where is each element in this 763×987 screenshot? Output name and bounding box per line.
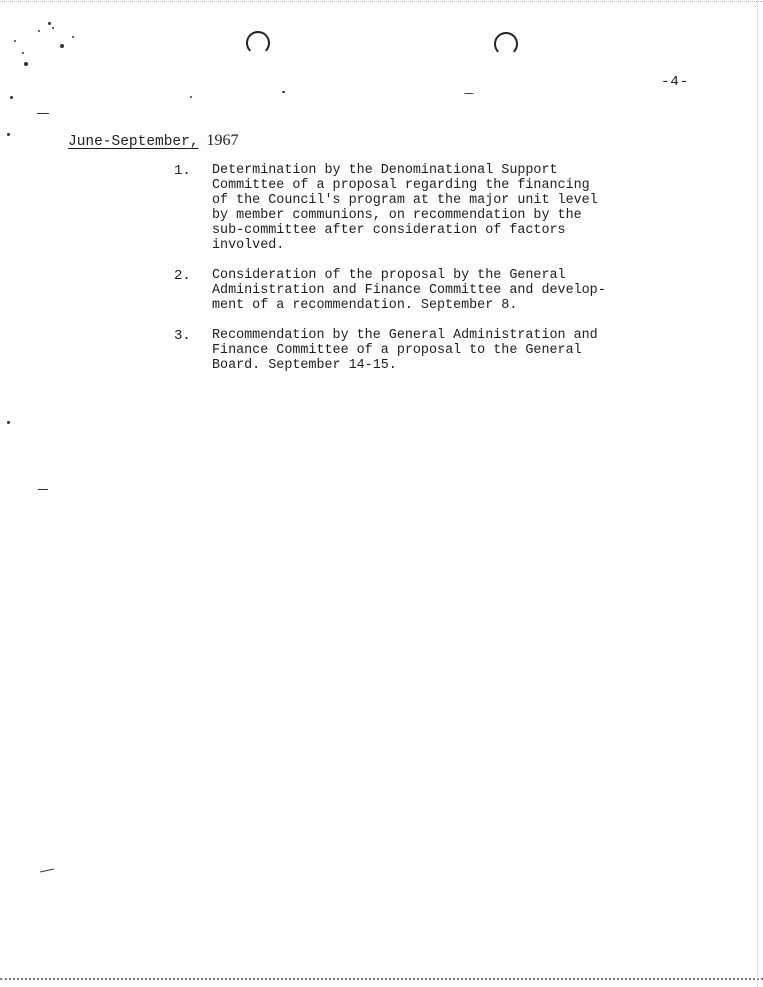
section-heading (68, 132, 239, 150)
list-item (174, 163, 674, 253)
margin-mark (37, 113, 49, 114)
list-item-text: Recommendation by the General Administration and Finance Committee of a proposal to the General Board. September 14-15. (212, 328, 598, 373)
right-edge-dots (757, 0, 758, 987)
bottom-edge-line (0, 978, 763, 980)
margin-mark (40, 869, 54, 873)
punch-hole-right (494, 32, 518, 56)
list-item (174, 268, 674, 313)
punch-hole-left (246, 31, 270, 55)
list-item (174, 328, 674, 373)
list-item-number: 3. (174, 328, 191, 344)
margin-mark (38, 489, 48, 490)
list-item-text: Determination by the Denominational Support Committee of a proposal regarding the financing of the Council's program at the major unit level by member communions, on recommendation by the sub-committee after consideration of factors involved. (212, 163, 598, 253)
page-number: -4- (661, 74, 690, 90)
top-edge-dots (0, 1, 763, 2)
list-item-number: 2. (174, 268, 191, 284)
list-item-number: 1. (174, 163, 191, 179)
numbered-list (174, 163, 674, 388)
heading-date-range: June-September, (68, 134, 199, 150)
heading-year: 1967 (206, 132, 239, 149)
list-item-text: Consideration of the proposal by the General Administration and Finance Committee and develop- ment of a recommendation. September 8. (212, 268, 606, 313)
